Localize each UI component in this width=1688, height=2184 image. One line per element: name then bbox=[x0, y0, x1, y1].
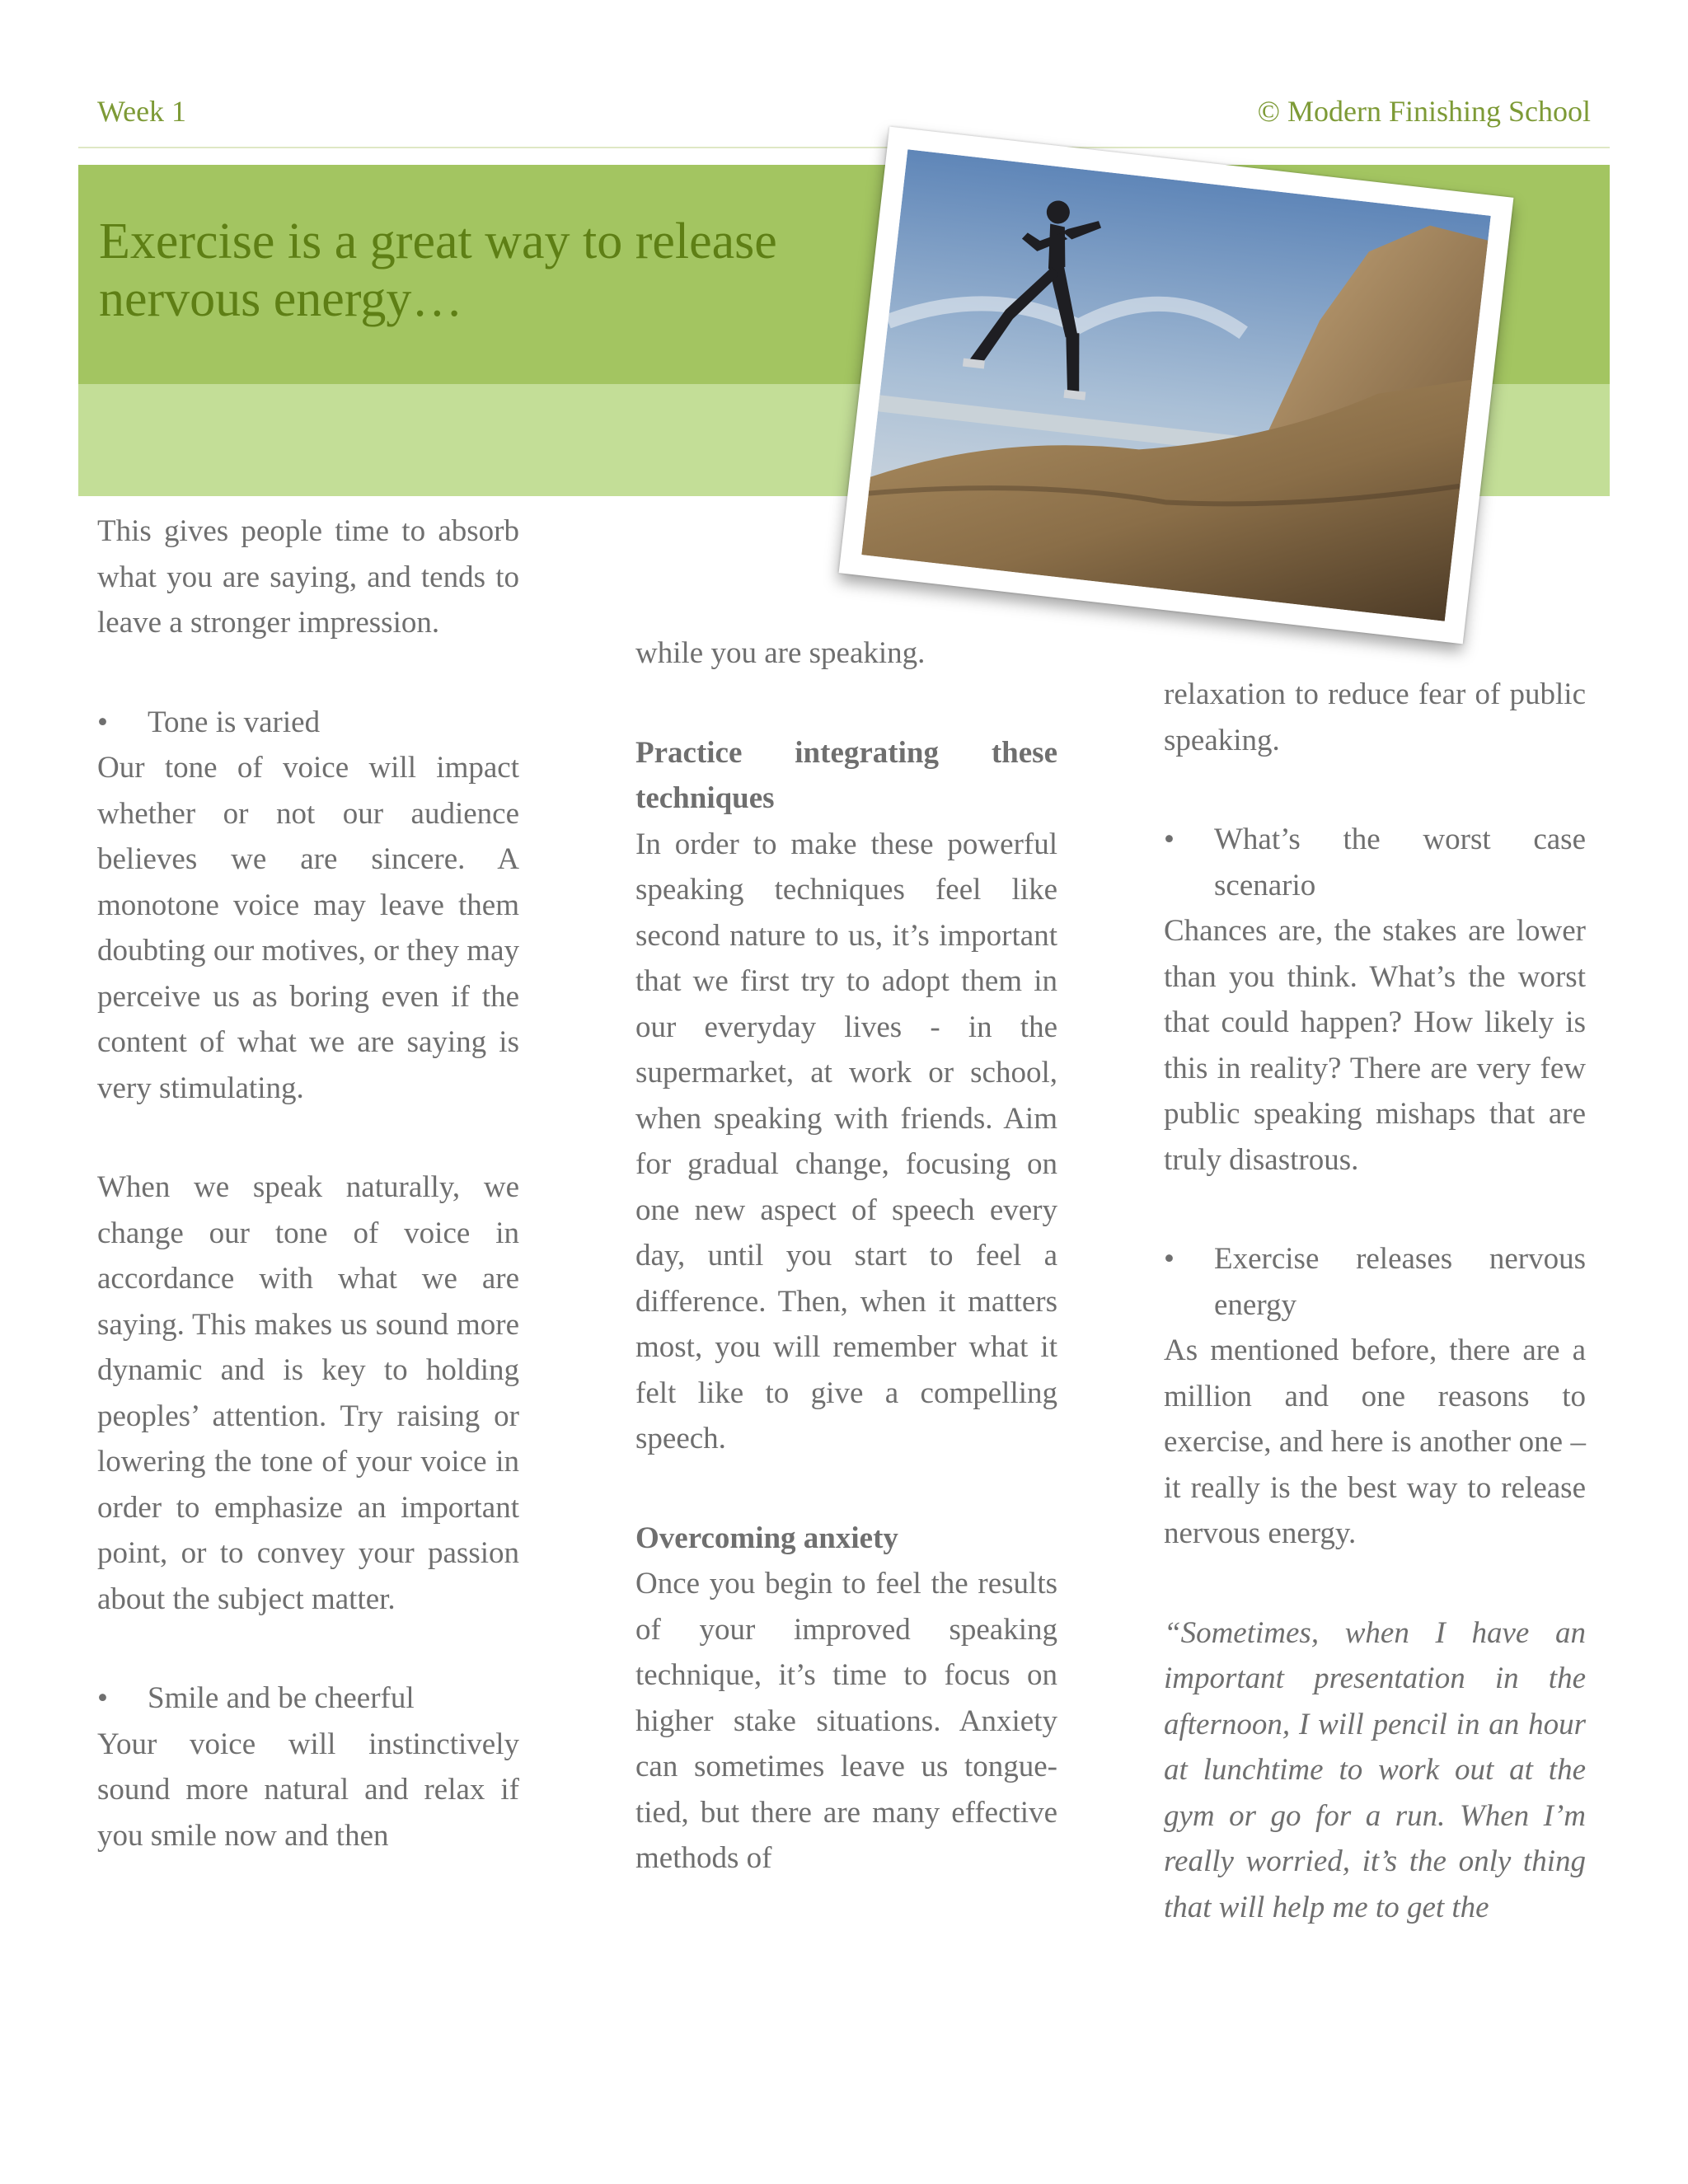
paragraph: Your voice will instinctively sound more natural and relax if you smile now and then bbox=[97, 1727, 519, 1853]
section-heading: Practice integrating these techniques bbox=[635, 735, 1057, 815]
header-divider bbox=[78, 147, 1610, 148]
quote-paragraph: “Sometimes, when I have an important presentation in the afternoon, I will pencil in an hour at lunchtime to work out at the gym or go for a run. When I’m really worried, it’s the only thing that will help me to get the bbox=[1164, 1615, 1586, 1924]
header-copyright: © Modern Finishing School bbox=[1257, 95, 1591, 128]
bullet-item bbox=[1164, 1236, 1586, 1328]
section-heading: Overcoming anxiety bbox=[635, 1521, 898, 1555]
bullet-icon: • bbox=[1164, 1242, 1175, 1276]
bullet-icon: • bbox=[1164, 823, 1175, 856]
paragraph: This gives people time to absorb what you are saying, and tends to leave a stronger impression. bbox=[97, 514, 519, 640]
header-week-label: Week 1 bbox=[97, 95, 187, 128]
headline-line-1: Exercise is a great way to release bbox=[99, 213, 777, 269]
runner-on-sand-dune-photo-icon bbox=[861, 149, 1490, 621]
paragraph: Once you begin to feel the results of your improved speaking technique, it’s time to focus on higher stake situations. Anxiety can sometimes leave us tongue-tied, but there are many effective methods of bbox=[635, 1567, 1057, 1875]
paragraph: Our tone of voice will impact whether or not our audience believes we are sincere. A monotone voice may leave them doubting our motives, or they may perceive us as boring even if the content of what we are saying is very stimulating. bbox=[97, 751, 519, 1105]
paragraph: As mentioned before, there are a million and one reasons to exercise, and here is another one – it really is the best way to release nervous energy. bbox=[1164, 1333, 1586, 1550]
text-column-2 bbox=[635, 630, 1057, 1882]
paragraph: relaxation to reduce fear of public speaking. bbox=[1164, 677, 1586, 757]
runner-photo bbox=[839, 127, 1514, 644]
text-column-1 bbox=[97, 509, 519, 1858]
text-column-3 bbox=[1164, 672, 1586, 1930]
bullet-icon: • bbox=[97, 1681, 108, 1715]
paragraph: When we speak naturally, we change our tone of voice in accordance with what we are saying. This makes us sound more dynamic and is key to holding peoples’ attention. Try raising or lowering the tone of your voice in order to emphasize an important point, or to convey your passion about the subject matter. bbox=[97, 1170, 519, 1616]
paragraph: Chances are, the stakes are lower than you think. What’s the worst that could happen? How likely is this in reality? There are very few public speaking mishaps that are truly disastrous. bbox=[1164, 914, 1586, 1177]
headline-line-2: nervous energy… bbox=[99, 271, 463, 327]
paragraph: In order to make these powerful speaking techniques feel like second nature to us, it’s important that we first try to adopt them in our everyday lives - in the supermarket, at work or school, when speaking with friends. Aim for gradual change, focusing on one new aspect of speech every day, until you start to feel a difference. Then, when it matters most, you will remember what it felt like to give a compelling speech. bbox=[635, 827, 1057, 1455]
bullet-item bbox=[97, 1675, 519, 1722]
bullet-text: Exercise releases nervous energy bbox=[1214, 1242, 1586, 1322]
bullet-text: Smile and be cheerful bbox=[148, 1681, 415, 1715]
bullet-text: What’s the worst case scenario bbox=[1214, 823, 1586, 902]
bullet-text: Tone is varied bbox=[148, 705, 321, 739]
bullet-item bbox=[97, 700, 519, 746]
bullet-icon: • bbox=[97, 705, 108, 739]
bullet-item bbox=[1164, 817, 1586, 908]
paragraph: while you are speaking. bbox=[635, 636, 926, 670]
page-headline bbox=[99, 213, 907, 328]
